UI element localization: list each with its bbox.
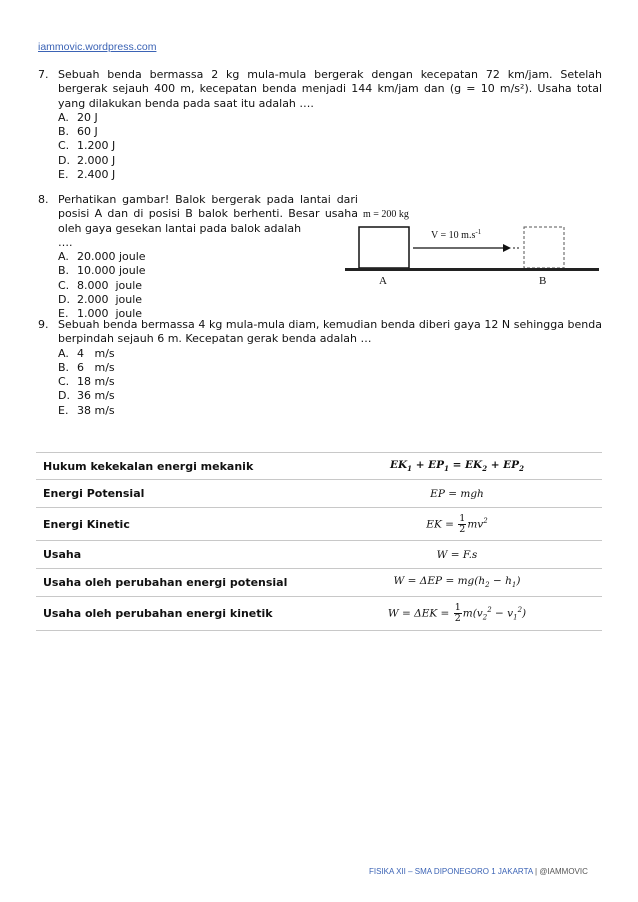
- option-item: [58, 404, 602, 418]
- question-stem: Sebuah benda bermassa 4 kg mula-mula diam, kemudian benda diberi gaya 12 N sehingga benda berpindah sejauh 6 m. Kecepatan gerak benda adalah …: [58, 318, 602, 346]
- question-number: 7.: [38, 68, 49, 81]
- option-text: 60 J: [77, 125, 98, 139]
- block-a: [359, 227, 409, 268]
- option-item: [58, 139, 602, 153]
- formula-row: [36, 453, 602, 480]
- option-text: 6 m/s: [77, 360, 115, 374]
- formula-equation: W = ΔEK = $\frac{1}{2}$ $m(v_2^2 - v_1^2)$: [305, 597, 602, 631]
- question-stem-continued: ….: [58, 235, 73, 249]
- formula-name: Energi Potensial: [36, 480, 305, 508]
- option-letter: D.: [58, 153, 70, 167]
- option-item: [58, 125, 602, 139]
- formula-equation: EK = $\frac{1}{2}$ $mv^2$: [305, 508, 602, 541]
- option-letter: B.: [58, 360, 70, 374]
- formula-row: [36, 508, 602, 541]
- options-list: [58, 347, 602, 418]
- option-item: [58, 111, 602, 125]
- formula-equation: $W = \Delta EP = mg(h_2 - h_1)$: [305, 569, 602, 597]
- formula-equation: W = F.s: [305, 541, 602, 569]
- mass-label: m = 200 kg: [363, 209, 409, 220]
- formula-name: Hukum kekekalan energi mekanik: [36, 453, 305, 480]
- option-letter: D.: [58, 293, 70, 307]
- option-text: 20 J: [77, 110, 98, 124]
- option-letter: A.: [58, 110, 69, 124]
- header-site-link[interactable]: iammovic.wordpress.com: [38, 41, 157, 53]
- option-letter: E.: [58, 168, 69, 182]
- option-item: [58, 168, 602, 182]
- footer-text: FISIKA XII – SMA DIPONEGORO 1 JAKARTA: [369, 867, 533, 876]
- option-letter: C.: [58, 375, 70, 389]
- option-letter: E.: [58, 403, 69, 417]
- option-text: 38 m/s: [77, 403, 115, 417]
- point-b-label: B: [539, 275, 547, 287]
- option-letter: E.: [58, 307, 69, 321]
- velocity-arrow-head: [503, 244, 511, 252]
- footer-handle: @IAMMOVIC: [539, 867, 588, 876]
- formula-name: Usaha oleh perubahan energi kinetik: [36, 597, 305, 631]
- question-7: [38, 68, 602, 182]
- formula-table: [36, 452, 602, 631]
- formula-name: Energi Kinetic: [36, 508, 305, 541]
- option-letter: A.: [58, 346, 69, 360]
- option-text: 36 m/s: [77, 389, 115, 403]
- option-text: 18 m/s: [77, 375, 115, 389]
- formula-row: [36, 597, 602, 631]
- option-item: [58, 293, 602, 307]
- option-text: 1.200 J: [77, 139, 116, 153]
- option-text: 1.000 joule: [77, 307, 143, 321]
- options-list: [58, 111, 602, 182]
- option-item: [58, 375, 602, 389]
- formula-row: [36, 480, 602, 508]
- formula-equation: EP = mgh: [305, 480, 602, 508]
- floor-line: [345, 268, 599, 271]
- formula-equation: $EK_1 + EP_1 = EK_2 + EP_2$: [305, 453, 602, 480]
- formula-name: Usaha: [36, 541, 305, 569]
- question-number: 9.: [38, 318, 49, 331]
- page-footer: [369, 867, 588, 876]
- formula-row: [36, 541, 602, 569]
- option-text: 20.000 joule: [77, 250, 146, 264]
- option-letter: C.: [58, 278, 70, 292]
- formula-name: Usaha oleh perubahan energi potensial: [36, 569, 305, 597]
- option-text: 8.000 joule: [77, 278, 143, 292]
- question-number: 8.: [38, 193, 49, 206]
- option-text: 4 m/s: [77, 346, 115, 360]
- option-item: [58, 361, 602, 375]
- option-letter: C.: [58, 139, 70, 153]
- option-item: [58, 347, 602, 361]
- block-motion-diagram: [341, 207, 599, 287]
- option-item: [58, 389, 602, 403]
- formula-row: [36, 569, 602, 597]
- option-text: 2.400 J: [77, 168, 116, 182]
- footer-separator: |: [535, 867, 538, 876]
- option-text: 2.000 joule: [77, 293, 143, 307]
- option-letter: A.: [58, 250, 69, 264]
- question-stem: Sebuah benda bermassa 2 kg mula-mula bergerak dengan kecepatan 72 km/jam. Setelah bergerak sejauh 400 m, kecepatan benda menjadi 144 km/jam dan (g = 10 m/s²). Usaha total yang dilakukan benda pada saat itu adalah ….: [58, 68, 602, 110]
- option-letter: B.: [58, 125, 70, 139]
- option-letter: D.: [58, 389, 70, 403]
- option-letter: B.: [58, 264, 70, 278]
- velocity-label: V = 10 $m.s^{-1}$: [431, 228, 482, 241]
- question-9: [38, 318, 602, 418]
- option-item: [58, 154, 602, 168]
- option-text: 2.000 J: [77, 153, 116, 167]
- question-stem: Perhatikan gambar! Balok bergerak pada lantai dari posisi A dan di posisi B balok berhenti. Besar usaha oleh gaya gesekan lantai pada balok adalah: [58, 193, 358, 235]
- block-b-dashed: [524, 227, 564, 268]
- option-text: 10.000 joule: [77, 264, 146, 278]
- point-a-label: A: [379, 275, 387, 287]
